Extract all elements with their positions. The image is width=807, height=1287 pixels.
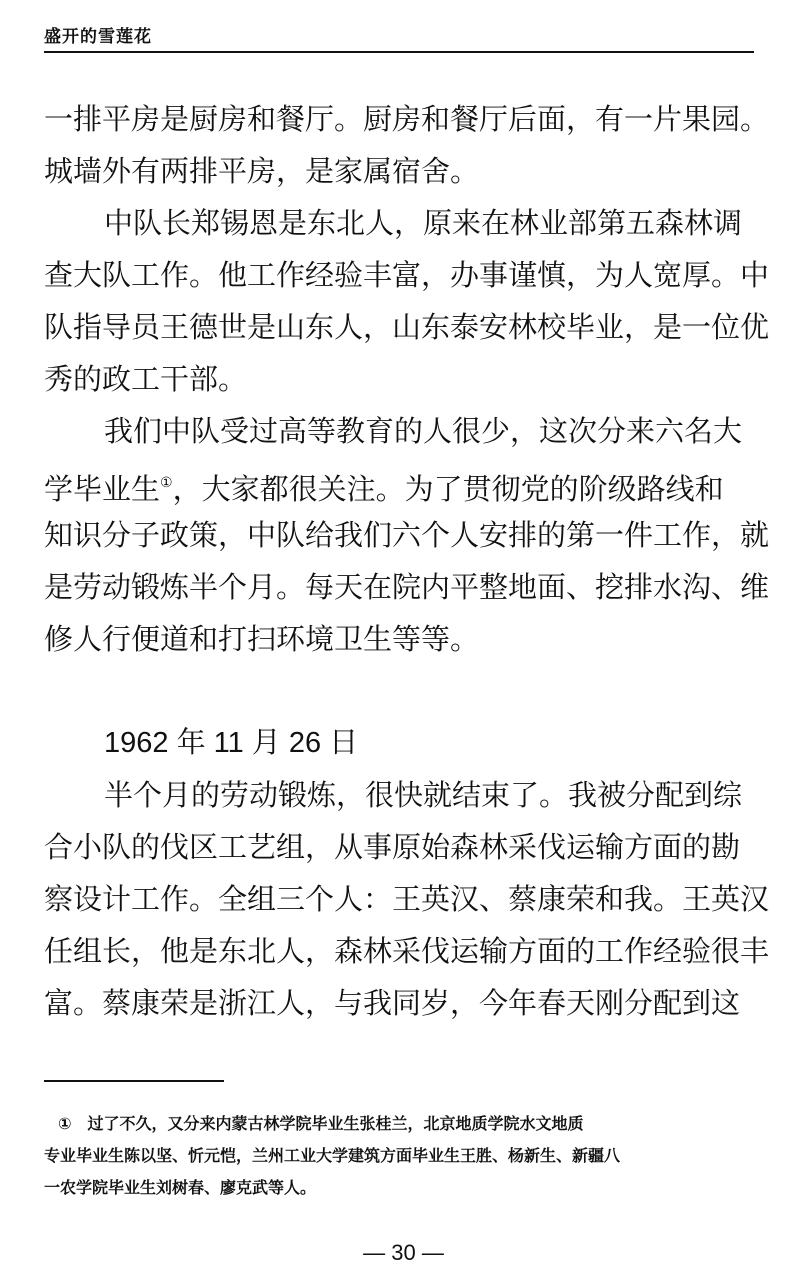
footnote (44, 1108, 758, 1204)
body-text (44, 93, 770, 1029)
text-line: 富。蔡康荣是浙江人，与我同岁，今年春天刚分配到这 (44, 986, 741, 1020)
text-line: 查大队工作。他工作经验丰富，办事谨慎，为人宽厚。中 (44, 258, 770, 292)
text-line: 修人行便道和打扫环境卫生等等。 (44, 622, 480, 656)
text-line: 城墙外有两排平房，是家属宿舍。 (44, 154, 480, 188)
paragraph-start: 我们中队受过高等教育的人很少，这次分来六名大 (104, 414, 743, 448)
text-line: 是劳动锻炼半个月。每天在院内平整地面、挖排水沟、维 (44, 570, 770, 604)
section-gap (44, 665, 756, 717)
footnote-text: 过了不久，又分来内蒙古林学院毕业生张桂兰，北京地质学院水文地质 (87, 1114, 584, 1133)
text-line: 一排平房是厨房和餐厅。厨房和餐厅后面，有一片果园。 (44, 102, 770, 136)
footnote-marker: ① (58, 1114, 72, 1133)
footnote-rule (44, 1080, 224, 1082)
text-line: 知识分子政策，中队给我们六个人安排的第一件工作，就 (44, 518, 770, 552)
paragraph-start: 中队长郑锡恩是东北人，原来在林业部第五森林调 (104, 206, 743, 240)
text-fragment: ，大家都很关注。为了贯彻党的阶级路线和 (172, 472, 724, 506)
footnote-reference[interactable]: ① (160, 475, 173, 491)
text-line (44, 457, 756, 509)
text-line: 秀的政工干部。 (44, 362, 248, 396)
footnote-line: 专业毕业生陈以坚、忻元恺，兰州工业大学建筑方面毕业生王胜、杨新生、新疆八 (44, 1146, 621, 1165)
text-line: 任组长，他是东北人，森林采伐运输方面的工作经验很丰 (44, 934, 770, 968)
running-head: 盛开的雪莲花 (44, 27, 152, 47)
text-line: 察设计工作。全组三个人：王英汉、蔡康荣和我。王英汉 (44, 882, 770, 916)
paragraph-start: 半个月的劳动锻炼，很快就结束了。我被分配到综 (104, 778, 743, 812)
footnote-line (44, 1108, 758, 1140)
text-line: 队指导员王德世是山东人，山东泰安林校毕业，是一位优 (44, 310, 770, 344)
footnote-line: 一农学院毕业生刘树春、廖克武等人。 (44, 1178, 317, 1197)
header-rule (44, 51, 754, 53)
diary-date: 1962 年 11 月 26 日 (104, 727, 359, 759)
text-line: 合小队的伐区工艺组，从事原始森林采伐运输方面的勘 (44, 830, 741, 864)
page-number: — 30 — (363, 1240, 444, 1265)
text-fragment: 学毕业生 (44, 472, 161, 506)
